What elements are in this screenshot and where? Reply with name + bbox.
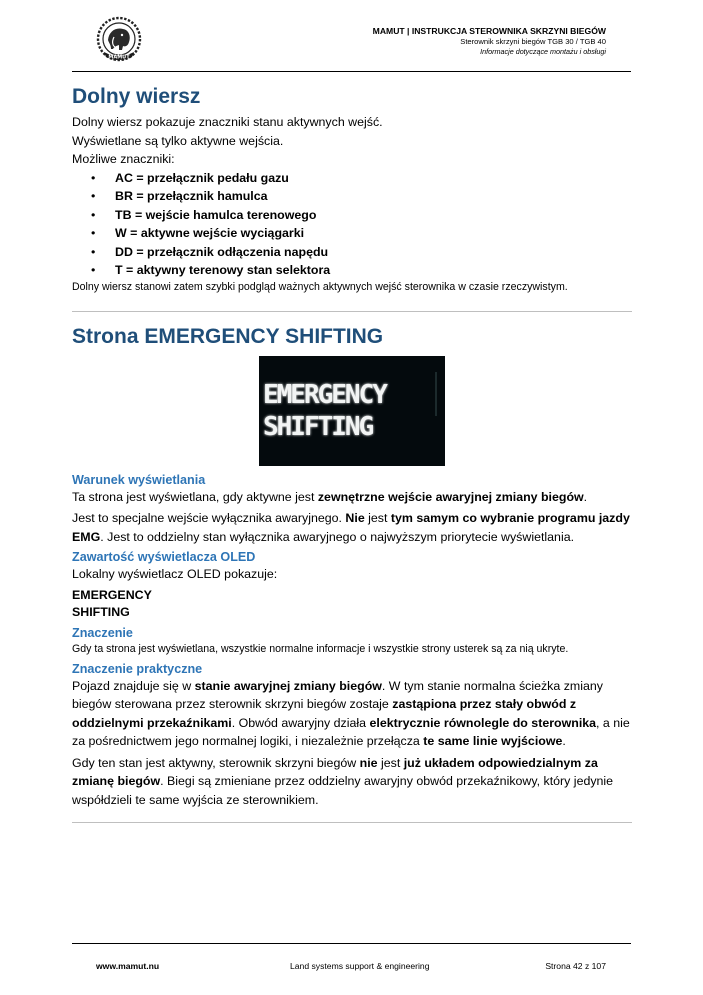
paragraph: Możliwe znaczniki: (72, 152, 175, 166)
list-item: • DD = przełącznik odłączenia napędu (72, 243, 632, 262)
document-note: Informacje dotyczące montażu i obsługi (480, 47, 606, 56)
page-content (72, 84, 632, 823)
subheading-oled-content: Zawartość wyświetlacza OLED (72, 550, 256, 564)
footer-tagline: Land systems support & engineering (290, 961, 430, 971)
oled-screen-photo (259, 356, 445, 466)
header-rule (72, 71, 631, 72)
footer-rule (72, 943, 631, 944)
paragraph: Pojazd znajduje się w stanie awaryjnej zmiany biegów. W tym stanie normalna ścieżka zmiany biegów sterowana przez sterownik skrzyni biegów zostaje zastąpiona przez stały obwód z oddzielnymi przekaźnikami. Obwód awaryjny działa elektrycznie równolegle do sterownika, a nie za pośrednictwem jego normalnej logiki, i niezależnie przełącza te same linie wyjściowe. (72, 678, 630, 748)
section-heading-emergency: Strona EMERGENCY SHIFTING (72, 324, 384, 348)
oled-line-1: EMERGENCY (263, 379, 386, 410)
svg-text:MAMUT: MAMUT (108, 54, 130, 61)
section-divider (72, 822, 632, 823)
document-subtitle: Sterownik skrzyni biegów TGB 30 / TGB 40 (460, 37, 606, 46)
document-header (373, 25, 606, 57)
document-title: MAMUT | INSTRUKCJA STEROWNIKA SKRZYNI BIEGÓW (372, 26, 606, 36)
list-item: • TB = wejście hamulca terenowego (72, 206, 632, 225)
oled-line-2: SHIFTING (263, 411, 373, 442)
paragraph: Wyświetlane są tylko aktywne wejścia. (72, 133, 284, 148)
paragraph: Dolny wiersz pokazuje znaczniki stanu aktywnych wejść. (72, 115, 383, 129)
mamut-logo-icon (94, 16, 144, 64)
list-item: • T = aktywny terenowy stan selektora (72, 261, 632, 280)
subheading-meaning: Znaczenie (72, 625, 133, 640)
paragraph: Jest to specjalne wejście wyłącznika awaryjnego. Nie jest tym samym co wybranie programu jazdy EMG. Jest to oddzielny stan wyłącznika awaryjnego o najwyższym priorytecie wyświetlania. (72, 511, 630, 544)
footer-website: www.mamut.nu (96, 961, 160, 971)
subheading-practical-meaning: Znaczenie praktyczne (72, 661, 203, 676)
paragraph: Gdy ta strona jest wyświetlana, wszystkie normalne informacje i wszystkie strony usterek są za nią ukryte. (72, 642, 569, 655)
footer-page-number: Strona 42 z 107 (545, 961, 606, 971)
paragraph-summary: Dolny wiersz stanowi zatem szybki podgląd ważnych aktywnych wejść sterownika w czasie rzeczywistym. (72, 280, 568, 293)
subheading-display-condition: Warunek wyświetlania (72, 472, 206, 487)
section-heading-bottom-row: Dolny wiersz (72, 85, 201, 108)
indicator-list (72, 169, 632, 280)
list-item: • W = aktywne wejście wyciągarki (72, 224, 632, 243)
paragraph: Lokalny wyświetlacz OLED pokazuje: (72, 567, 278, 581)
list-item: • BR = przełącznik hamulca (72, 187, 632, 206)
oled-text-line-1: EMERGENCY (72, 587, 152, 602)
list-item: • AC = przełącznik pedału gazu (72, 169, 632, 188)
paragraph: Ta strona jest wyświetlana, gdy aktywne jest zewnętrzne wejście awaryjnej zmiany biegów. (72, 489, 588, 504)
oled-text-line-2: SHIFTING (72, 604, 130, 619)
paragraph: Gdy ten stan jest aktywny, sterownik skrzyni biegów nie jest już układem odpowiedzialnym za zmianę biegów. Biegi są zmieniane przez oddzielny awaryjny obwód przekaźnikowy, który jedynie współdzieli te same wyjścia ze sterownikiem. (72, 755, 614, 807)
section-divider (72, 311, 632, 312)
